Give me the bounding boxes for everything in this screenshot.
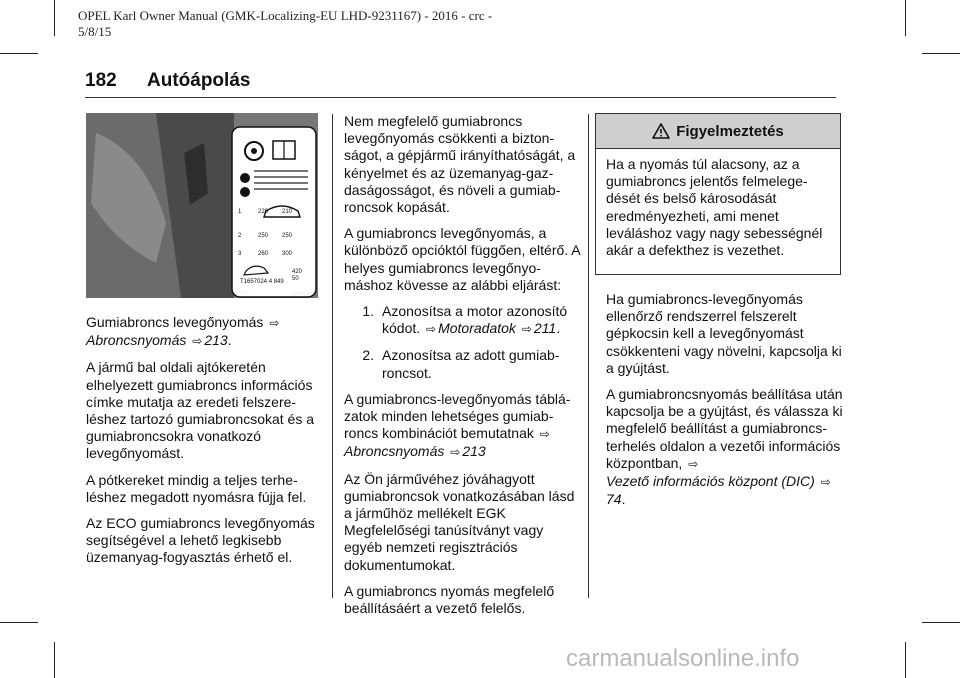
warning-text: Ha a nyomás túl alacsony, az a gumiabroncs jelentős felmelegedését és belső károsodását eredményezheti, ami menet leváláshoz vagy nagy sebességnél akár a defekthez is vezethet. xyxy=(606,156,823,259)
tire-label-illustration xyxy=(86,113,318,298)
page-heading xyxy=(85,70,250,92)
label-code: T1657024 4 849 xyxy=(240,279,284,285)
arrow-icon: ⇨ xyxy=(539,427,550,442)
step-item xyxy=(344,347,580,381)
document-header xyxy=(78,8,492,40)
paragraph: A jármű bal oldali ajtókeretén elhelyezett gumiabroncs információs címke mutatja az eredeti felszereléshez tartozó gumiabroncsokat és a gumiabroncsokra vonatkozó levegőnyomást. xyxy=(86,359,315,462)
paragraph-body: A gumiabroncs-levegőnyomás táblázatok minden lehetséges gumiabroncs kombinációt bemutatnak xyxy=(344,390,571,442)
page-title: Autóápolás xyxy=(147,70,251,91)
caption-link[interactable]: Abroncsnyomás xyxy=(86,332,187,349)
paragraph-page[interactable]: 213 xyxy=(462,443,486,460)
header-line: OPEL Karl Owner Manual (GMK-Localizing-EU LHD-9231167) - 2016 - crc - xyxy=(78,8,493,23)
crop-mark xyxy=(0,53,38,54)
paragraph: A gumiabroncs levegőnyomás, a különböző opcióktól függően, eltérő. A helyes gumiabroncs levegőnyomáshoz kövesse az alábbi eljárást: xyxy=(344,225,580,293)
label-row-front: 260 xyxy=(258,251,269,257)
paragraph: A pótkereket mindig a teljes terheléshez megadott nyomásra fújja fel. xyxy=(86,471,307,505)
caption-text: Gumiabroncs levegőnyomás xyxy=(86,314,264,330)
crop-mark xyxy=(54,642,55,678)
arrow-icon: ⇨ xyxy=(192,334,203,349)
warning-header xyxy=(596,114,840,149)
label-row-front: 250 xyxy=(258,233,269,239)
arrow-icon: ⇨ xyxy=(688,456,699,471)
paragraph: Ha gumiabroncs-levegőnyomás ellenőrző rendszerrel felszerelt gépkocsin kell a levegőnyomást csökkenteni vagy növelni, kapcsolja ki a gyújtást. xyxy=(606,291,842,376)
label-row-rear: 300 xyxy=(282,251,293,257)
door-frame-drawing xyxy=(86,113,318,298)
arrow-icon: ⇨ xyxy=(820,475,831,490)
warning-title: Figyelmeztetés xyxy=(676,122,784,140)
paragraph-link[interactable]: Vezető információs központ (DIC) xyxy=(606,473,815,490)
crop-mark xyxy=(905,0,906,36)
label-row-load: 2 xyxy=(238,233,242,239)
paragraph: A gumiabroncsnyomás beállítása után kapcsolja be a gyújtást, és válassza ki megfelelő beállítást a gumiabroncs-terhelés oldalon a vezetői információs központban, ⇨ Vezető információs központ (DIC) ⇨74. xyxy=(606,386,843,508)
step-text-body: Azonosítsa a motor azonosító kódot. xyxy=(382,303,568,337)
paragraph xyxy=(344,391,580,462)
label-row-rear: 210 xyxy=(282,209,293,215)
crop-mark xyxy=(0,622,38,623)
warning-box xyxy=(595,113,841,275)
image-ref: abc3276 xyxy=(292,291,312,297)
paragraph: Az ECO gumiabroncs levegőnyomás segítségével a lehető legkisebb üzemanyag-fogyasztás érhető el. xyxy=(86,515,315,566)
column-2 xyxy=(344,113,580,626)
step-text: Azonosítsa a motor azonosító kódot. ⇨ Motoradatok ⇨ 211. xyxy=(382,303,580,338)
step-item xyxy=(344,303,580,338)
step-page[interactable]: 211 xyxy=(533,320,557,337)
crop-mark xyxy=(922,53,960,54)
label-row-rear: 250 xyxy=(282,233,293,239)
column-separator xyxy=(588,114,589,598)
page-number: 182 xyxy=(85,70,117,91)
arrow-icon: ⇨ xyxy=(450,445,461,460)
paragraph-body: A gumiabroncsnyomás beállítása után kapcsolja be a gyújtást, és válassza ki megfelelő beállítást a gumiabroncs-terhelés oldalon a vezetői információs központban, xyxy=(606,386,843,471)
heading-rule xyxy=(85,97,836,98)
warning-icon xyxy=(652,123,670,139)
crop-mark xyxy=(54,0,55,36)
step-number: 1. xyxy=(362,303,374,320)
label-eco-rear: 50 xyxy=(292,276,299,282)
step-number: 2. xyxy=(362,347,374,364)
paragraph: A gumiabroncs nyomás megfelelő beállításáért a vezető felelős. xyxy=(344,582,555,617)
paragraph: Nem megfelelő gumiabroncs levegőnyomás csökkenti a biztonságot, a gépjármű irányíthatóságát, a kényelmet és az üzemanyag-gazdaságosságot, és növeli a gumiabroncsok kopását. xyxy=(344,113,576,216)
image-id: 36227 xyxy=(236,291,250,297)
arrow-icon: ⇨ xyxy=(426,322,437,337)
caption: Gumiabroncs levegőnyomás ⇨ Abroncsnyomás ⇨ 213. xyxy=(86,314,324,350)
paragraph: Az Ön járművéhez jóváhagyott gumiabroncsok vonatkozásában lásd a járműhöz mellékelt EGK Megfelelőségi tanúsítványt vagy egyéb nemzeti regisztrációs dokumentumokat. xyxy=(344,470,575,573)
step-link[interactable]: Motoradatok xyxy=(438,320,516,337)
crop-mark xyxy=(905,642,906,678)
label-row-load: 1 xyxy=(238,209,242,215)
label-eco-front: 420 xyxy=(292,269,303,275)
watermark: carmanualsonline.info xyxy=(566,645,800,672)
step-text: Azonosítsa az adott gumiabroncsot. xyxy=(382,347,560,381)
arrow-icon: ⇨ xyxy=(269,316,280,330)
paragraph-link[interactable]: Abroncsnyomás xyxy=(344,443,445,460)
label-row-load: 3 xyxy=(238,251,242,257)
column-1 xyxy=(86,314,324,576)
paragraph-page[interactable]: 74 xyxy=(606,491,622,508)
column-3 xyxy=(606,291,844,517)
arrow-icon: ⇨ xyxy=(521,322,532,337)
header-date: 5/8/15 xyxy=(78,24,112,39)
label-row-front: 220 xyxy=(258,209,269,215)
crop-mark xyxy=(922,622,960,623)
column-separator xyxy=(332,114,333,598)
caption-page[interactable]: 213 xyxy=(204,332,228,349)
